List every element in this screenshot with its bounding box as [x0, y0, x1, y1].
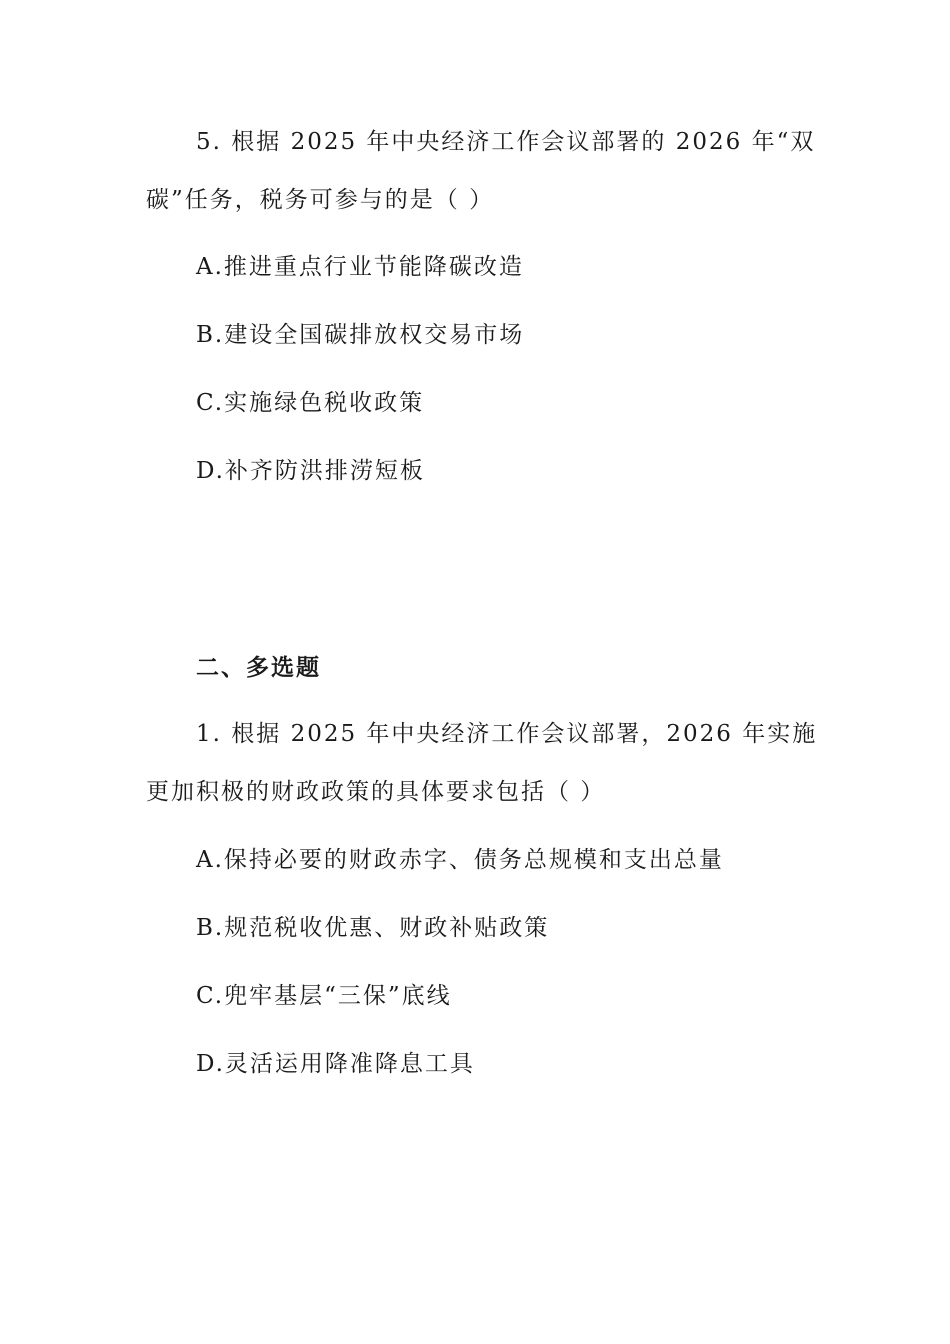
question-5-stem-line-1: 5. 根据 2025 年中央经济工作会议部署的 2026 年“双 [196, 129, 816, 155]
question-5-option-b: B.建设全国碳排放权交易市场 [196, 322, 525, 348]
multi-question-1-option-a: A.保持必要的财政赤字、债务总规模和支出总量 [196, 847, 724, 873]
question-5-option-a: A.推进重点行业节能降碳改造 [196, 254, 524, 280]
multi-question-1-option-d: D.灵活运用降准降息工具 [196, 1051, 475, 1077]
multi-question-1-stem-line-2: 更加积极的财政政策的具体要求包括（ ） [146, 779, 606, 805]
question-5-option-c: C.实施绿色税收政策 [196, 390, 425, 416]
multi-question-1-option-b: B.规范税收优惠、财政补贴政策 [196, 915, 550, 941]
question-5-option-d: D.补齐防洪排涝短板 [196, 458, 425, 484]
multi-question-1-stem-line-1: 1. 根据 2025 年中央经济工作会议部署，2026 年实施 [196, 721, 818, 747]
multi-question-1-option-c: C.兜牢基层“三保”底线 [196, 983, 452, 1009]
question-5-stem-line-2: 碳”任务，税务可参与的是（ ） [146, 187, 495, 213]
section-heading-multiple-choice: 二、多选题 [196, 654, 321, 681]
